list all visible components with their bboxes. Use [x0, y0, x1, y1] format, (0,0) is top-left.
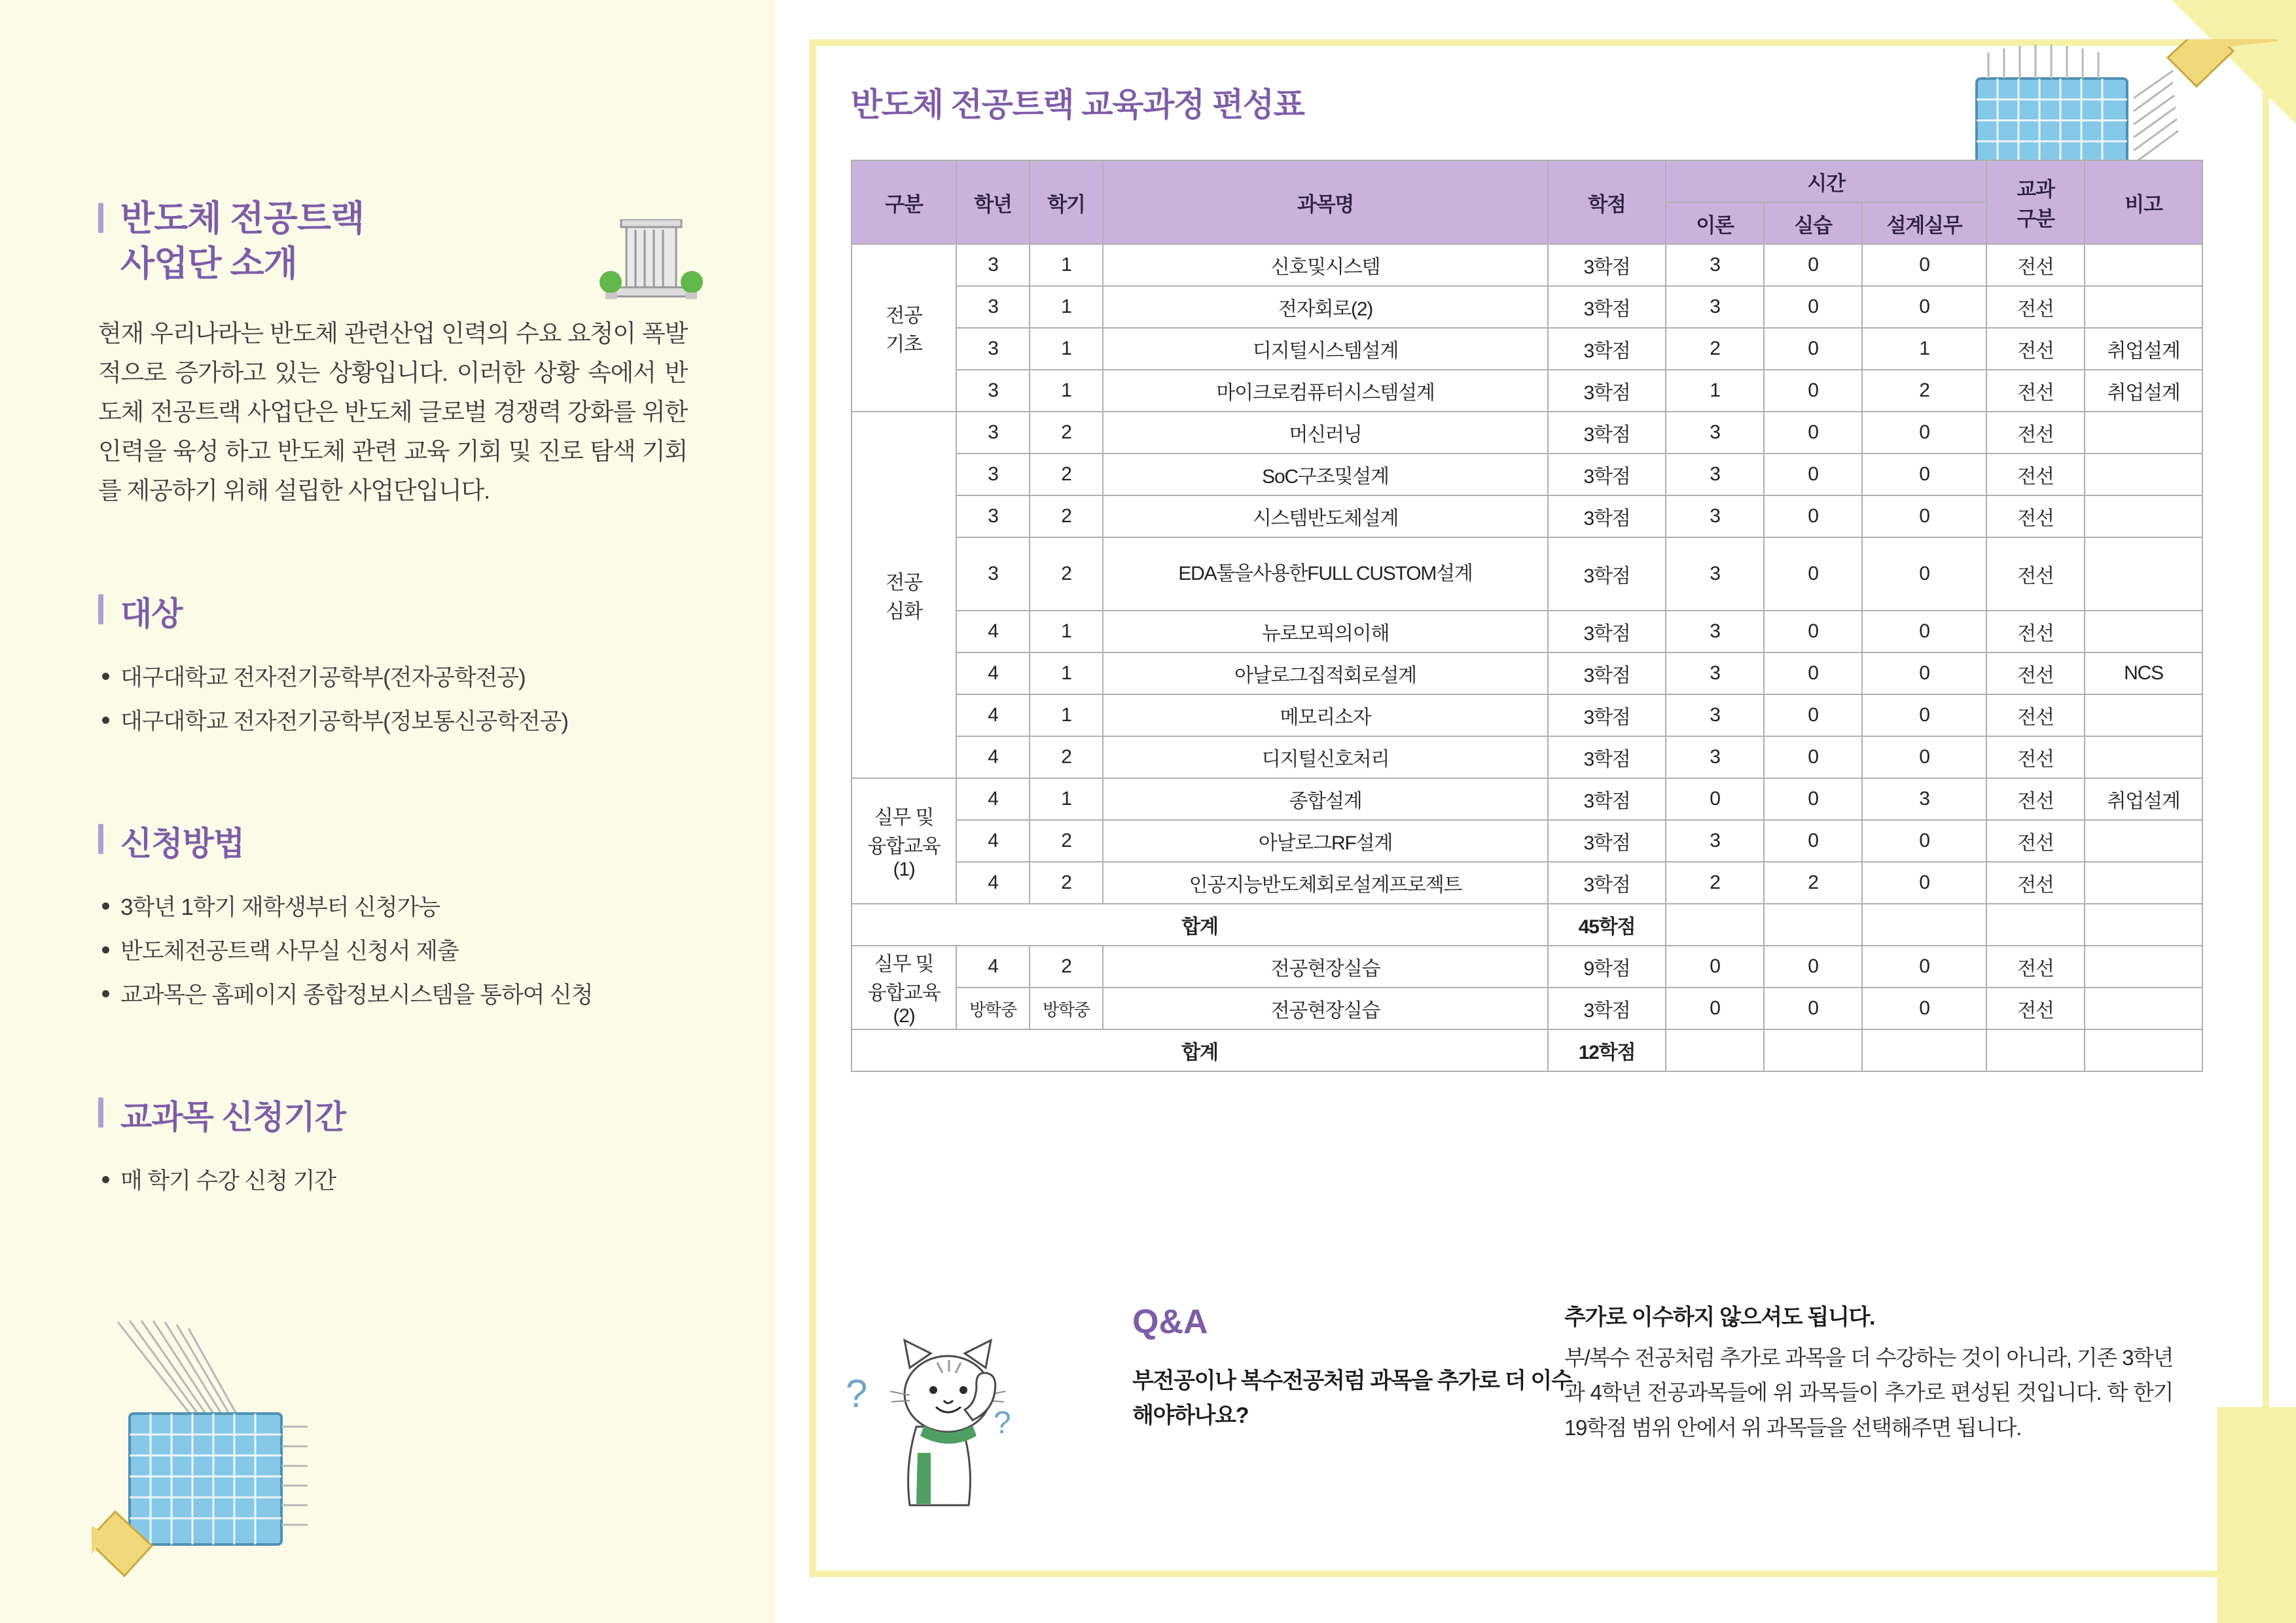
cell-theory: 3 [1666, 611, 1764, 652]
group-label-3: 실무 및 융합교육 (2) [852, 946, 956, 1029]
cell-type: 전선 [1986, 946, 2085, 988]
cell-theory: 1 [1666, 370, 1764, 412]
cell-design: 0 [1862, 286, 1986, 328]
cell-term: 1 [1030, 286, 1103, 328]
cell-theory: 3 [1666, 495, 1764, 537]
th-note: 비고 [2085, 160, 2202, 244]
cell-design: 3 [1862, 778, 1986, 820]
left-info-panel [0, 0, 776, 1623]
cell-practice: 0 [1764, 736, 1862, 778]
cell-note [2085, 694, 2202, 736]
table-row [852, 412, 2202, 454]
th-time-group: 시간 [1666, 160, 1986, 202]
cell-type: 전선 [1986, 412, 2085, 454]
cell-year: 3 [956, 244, 1030, 286]
th-subject: 과목명 [1103, 160, 1548, 244]
cell-term: 1 [1030, 652, 1103, 694]
cell-practice: 0 [1764, 537, 1862, 611]
page-title: 반도체 전공트랙 교육과정 편성표 [851, 86, 1304, 123]
cell-type: 전선 [1986, 736, 2085, 778]
cell-type: 전선 [1986, 495, 2085, 537]
th-design: 설계실무 [1862, 202, 1986, 244]
table-row [852, 988, 2202, 1029]
cell-design: 0 [1862, 694, 1986, 736]
cell-practice: 0 [1764, 286, 1862, 328]
cat-mascot-icon [844, 1322, 1080, 1512]
cell-subject: 인공지능반도체회로설계프로젝트 [1103, 862, 1548, 904]
cell-subject: SoC구조및설계 [1103, 454, 1548, 495]
cell-subject: 전공현장실습 [1103, 946, 1548, 988]
cell-type: 전선 [1986, 244, 2085, 286]
cell-theory: 3 [1666, 537, 1764, 611]
cell-subject: 시스템반도체설계 [1103, 495, 1548, 537]
table-row [852, 286, 2202, 328]
cell-subject: 마이크로컴퓨터시스템설계 [1103, 370, 1548, 412]
table-total-row [852, 904, 2202, 946]
cell-term: 2 [1030, 412, 1103, 454]
table-total-row [852, 1029, 2202, 1071]
list-item: 대구대학교 전자전기공학부(정보통신공학전공) [98, 704, 720, 741]
cell-year: 3 [956, 370, 1030, 412]
cell-type: 전선 [1986, 862, 2085, 904]
cell-subject: 종합설계 [1103, 778, 1548, 820]
cell-credit: 3학점 [1548, 988, 1666, 1029]
cell-subject: 머신러닝 [1103, 412, 1548, 454]
cell-type: 전선 [1986, 328, 2085, 370]
total-label: 합계 [852, 1029, 1548, 1071]
cell-design: 0 [1862, 454, 1986, 495]
cell-theory: 3 [1666, 244, 1764, 286]
cell-credit: 3학점 [1548, 244, 1666, 286]
qa-title: Q&A [1132, 1303, 1208, 1341]
cell-term: 2 [1030, 820, 1103, 862]
cell-design: 0 [1862, 862, 1986, 904]
cell-year: 4 [956, 820, 1030, 862]
cell-subject: 디지털시스템설계 [1103, 328, 1548, 370]
group-label-1: 전공 심화 [852, 412, 956, 778]
cell-subject: 전공현장실습 [1103, 988, 1548, 1029]
cell-term: 2 [1030, 736, 1103, 778]
svg-text:?: ? [994, 1406, 1011, 1440]
cell-design: 0 [1862, 244, 1986, 286]
cell-note: NCS [2085, 652, 2202, 694]
th-practice: 실습 [1764, 202, 1862, 244]
th-credit: 학점 [1548, 160, 1666, 244]
total-blank-4 [1986, 1029, 2085, 1071]
table-row [852, 328, 2202, 370]
th-theory: 이론 [1666, 202, 1764, 244]
cell-design: 0 [1862, 537, 1986, 611]
table-row [852, 611, 2202, 652]
cell-credit: 3학점 [1548, 694, 1666, 736]
table-header-row [852, 160, 2202, 202]
cell-type: 전선 [1986, 286, 2085, 328]
decorative-corner-bottom [2217, 1407, 2296, 1623]
th-term: 학기 [1030, 160, 1103, 244]
cell-credit: 3학점 [1548, 412, 1666, 454]
cell-type: 전선 [1986, 988, 2085, 1029]
cell-note [2085, 537, 2202, 611]
cell-year: 3 [956, 537, 1030, 611]
cell-note [2085, 412, 2202, 454]
total-blank-5 [2085, 904, 2202, 946]
cell-term: 1 [1030, 244, 1103, 286]
cell-practice: 0 [1764, 328, 1862, 370]
cell-theory: 3 [1666, 412, 1764, 454]
cell-note: 취업설계 [2085, 370, 2202, 412]
intro-title-line2: 사업단 소개 [120, 244, 297, 284]
cell-design: 0 [1862, 820, 1986, 862]
cell-year: 3 [956, 286, 1030, 328]
group-label-0: 전공 기초 [852, 244, 956, 412]
cell-theory: 2 [1666, 862, 1764, 904]
cell-credit: 3학점 [1548, 736, 1666, 778]
cell-theory: 3 [1666, 454, 1764, 495]
cell-subject: EDA툴을사용한FULL CUSTOM설계 [1103, 537, 1548, 611]
cell-practice: 2 [1764, 862, 1862, 904]
cell-type: 전선 [1986, 454, 2085, 495]
cell-term: 1 [1030, 694, 1103, 736]
total-label: 합계 [852, 904, 1548, 946]
table-row [852, 244, 2202, 286]
cell-type: 전선 [1986, 370, 2085, 412]
cell-term: 1 [1030, 370, 1103, 412]
total-blank-2 [1764, 904, 1862, 946]
cell-subject: 뉴로모픽의이해 [1103, 611, 1548, 652]
cell-design: 0 [1862, 611, 1986, 652]
cell-term: 2 [1030, 454, 1103, 495]
cell-practice: 0 [1764, 946, 1862, 988]
total-blank-3 [1862, 904, 1986, 946]
cell-credit: 3학점 [1548, 328, 1666, 370]
cell-term: 2 [1030, 495, 1103, 537]
cell-year: 4 [956, 694, 1030, 736]
cell-credit: 3학점 [1548, 778, 1666, 820]
cell-credit: 3학점 [1548, 286, 1666, 328]
total-value: 45학점 [1548, 904, 1666, 946]
table-row [852, 495, 2202, 537]
cell-credit: 3학점 [1548, 862, 1666, 904]
section-target-title: 대상 [98, 588, 720, 635]
qa-answer-title: 추가로 이수하지 않으셔도 됩니다. [1564, 1305, 1875, 1330]
cell-year: 4 [956, 778, 1030, 820]
cell-practice: 0 [1764, 988, 1862, 1029]
cell-note [2085, 244, 2202, 286]
cell-design: 0 [1862, 652, 1986, 694]
cell-subject: 메모리소자 [1103, 694, 1548, 736]
total-blank-1 [1666, 1029, 1764, 1071]
table-row [852, 946, 2202, 988]
table-row [852, 778, 2202, 820]
total-blank-2 [1764, 1029, 1862, 1071]
cell-type: 전선 [1986, 778, 2085, 820]
cell-theory: 2 [1666, 328, 1764, 370]
cell-note [2085, 820, 2202, 862]
intro-title [98, 196, 720, 287]
total-value: 12학점 [1548, 1029, 1666, 1071]
cell-term: 2 [1030, 946, 1103, 988]
curriculum-table [851, 160, 2203, 1072]
cell-term: 2 [1030, 537, 1103, 611]
cell-theory: 0 [1666, 988, 1764, 1029]
cell-term: 방학중 [1030, 988, 1103, 1029]
cell-term: 1 [1030, 778, 1103, 820]
cell-practice: 0 [1764, 694, 1862, 736]
cell-year: 3 [956, 495, 1030, 537]
cell-term: 1 [1030, 328, 1103, 370]
cell-note [2085, 286, 2202, 328]
cell-type: 전선 [1986, 652, 2085, 694]
cell-note [2085, 611, 2202, 652]
cell-practice: 0 [1764, 495, 1862, 537]
qa-answer-body: 부/복수 전공처럼 추가로 과목을 더 수강하는 것이 아니라, 기존 3학년과 4학년 전공과목들에 위 과목들이 추가로 편성된 것입니다. 학 한기 19학점 범위 안에서 위 과목들을 선택해주면 됩니다. [1564, 1346, 2173, 1440]
cell-term: 1 [1030, 611, 1103, 652]
cell-theory: 0 [1666, 778, 1764, 820]
cell-note: 취업설계 [2085, 328, 2202, 370]
cell-year: 3 [956, 328, 1030, 370]
cell-design: 1 [1862, 328, 1986, 370]
table-row [852, 652, 2202, 694]
qa-question: 부전공이나 복수전공처럼 과목을 추가로 더 이수 해야하나요? [1132, 1368, 1572, 1428]
cell-theory: 3 [1666, 820, 1764, 862]
cell-year: 4 [956, 862, 1030, 904]
list-item: 3학년 1학기 재학생부터 신청가능 [98, 889, 720, 927]
cell-type: 전선 [1986, 537, 2085, 611]
total-blank-3 [1862, 1029, 1986, 1071]
cell-credit: 3학점 [1548, 370, 1666, 412]
cell-practice: 0 [1764, 652, 1862, 694]
cell-credit: 3학점 [1548, 495, 1666, 537]
cell-note: 취업설계 [2085, 778, 2202, 820]
total-blank-5 [2085, 1029, 2202, 1071]
cell-practice: 0 [1764, 820, 1862, 862]
cell-type: 전선 [1986, 694, 2085, 736]
cell-year: 방학중 [956, 988, 1030, 1029]
cell-subject: 신호및시스템 [1103, 244, 1548, 286]
cell-theory: 3 [1666, 694, 1764, 736]
semiconductor-chip-icon [92, 1315, 393, 1600]
cell-year: 3 [956, 412, 1030, 454]
cell-practice: 0 [1764, 412, 1862, 454]
cell-theory: 3 [1666, 736, 1764, 778]
cell-design: 0 [1862, 946, 1986, 988]
table-row [852, 537, 2202, 611]
section-apply-period-title: 교과목 신청기간 [98, 1091, 720, 1138]
cell-subject: 디지털신호처리 [1103, 736, 1548, 778]
cell-type: 전선 [1986, 611, 2085, 652]
cell-theory: 0 [1666, 946, 1764, 988]
intro-body: 현재 우리나라는 반도체 관련산업 인력의 수요 요청이 폭발적으로 증가하고 있는 상황입니다. 이러한 상황 속에서 반도체 전공트랙 사업단은 반도체 글로벌 경쟁력 강화를 위한 인력을 육성 하고 반도체 관련 교육 기회 및 진로 탐색 기회를 제공하기 위해 설립한 사업단입니다. [98, 320, 687, 504]
th-gubun: 구분 [852, 160, 956, 244]
list-item: 매 학기 수강 신청 기간 [98, 1163, 720, 1200]
list-item: 반도체전공트랙 사무실 신청서 제출 [98, 933, 720, 971]
table-row [852, 454, 2202, 495]
cell-design: 0 [1862, 736, 1986, 778]
cell-credit: 3학점 [1548, 820, 1666, 862]
cell-design: 2 [1862, 370, 1986, 412]
cell-subject: 아날로그RF설계 [1103, 820, 1548, 862]
section-apply-method [98, 817, 720, 1014]
cell-design: 0 [1862, 412, 1986, 454]
cell-year: 3 [956, 454, 1030, 495]
cell-credit: 3학점 [1548, 537, 1666, 611]
th-course-type: 교과 구분 [1986, 160, 2085, 244]
cell-year: 4 [956, 652, 1030, 694]
cell-year: 4 [956, 736, 1030, 778]
th-year: 학년 [956, 160, 1030, 244]
cell-note [2085, 454, 2202, 495]
cell-year: 4 [956, 946, 1030, 988]
list-item: 대구대학교 전자전기공학부(전자공학전공) [98, 660, 720, 697]
cell-practice: 0 [1764, 370, 1862, 412]
cell-credit: 9학점 [1548, 946, 1666, 988]
cell-theory: 3 [1666, 652, 1764, 694]
cell-credit: 3학점 [1548, 454, 1666, 495]
section-apply-method-title: 신청방법 [98, 817, 720, 865]
cell-practice: 0 [1764, 244, 1862, 286]
cell-note [2085, 736, 2202, 778]
cell-note [2085, 946, 2202, 988]
table-row [852, 736, 2202, 778]
cell-note [2085, 988, 2202, 1029]
cell-credit: 3학점 [1548, 652, 1666, 694]
total-blank-4 [1986, 904, 2085, 946]
table-row [852, 820, 2202, 862]
cell-practice: 0 [1764, 778, 1862, 820]
cell-practice: 0 [1764, 611, 1862, 652]
cell-design: 0 [1862, 988, 1986, 1029]
group-label-2: 실무 및 융합교육 (1) [852, 778, 956, 904]
cell-term: 2 [1030, 862, 1103, 904]
intro-title-line1: 반도체 전공트랙 [120, 199, 365, 238]
cell-type: 전선 [1986, 820, 2085, 862]
table-row [852, 370, 2202, 412]
section-target [98, 588, 720, 740]
total-blank-1 [1666, 904, 1764, 946]
cell-subject: 전자회로(2) [1103, 286, 1548, 328]
table-row [852, 694, 2202, 736]
cell-year: 4 [956, 611, 1030, 652]
cell-theory: 3 [1666, 286, 1764, 328]
cell-practice: 0 [1764, 454, 1862, 495]
table-row [852, 862, 2202, 904]
list-item: 교과목은 홈페이지 종합정보시스템을 통하여 신청 [98, 977, 720, 1014]
section-apply-period [98, 1091, 720, 1200]
cell-design: 0 [1862, 495, 1986, 537]
cell-note [2085, 495, 2202, 537]
svg-text:?: ? [846, 1372, 868, 1416]
cell-credit: 3학점 [1548, 611, 1666, 652]
cell-note [2085, 862, 2202, 904]
cell-subject: 아날로그집적회로설계 [1103, 652, 1548, 694]
